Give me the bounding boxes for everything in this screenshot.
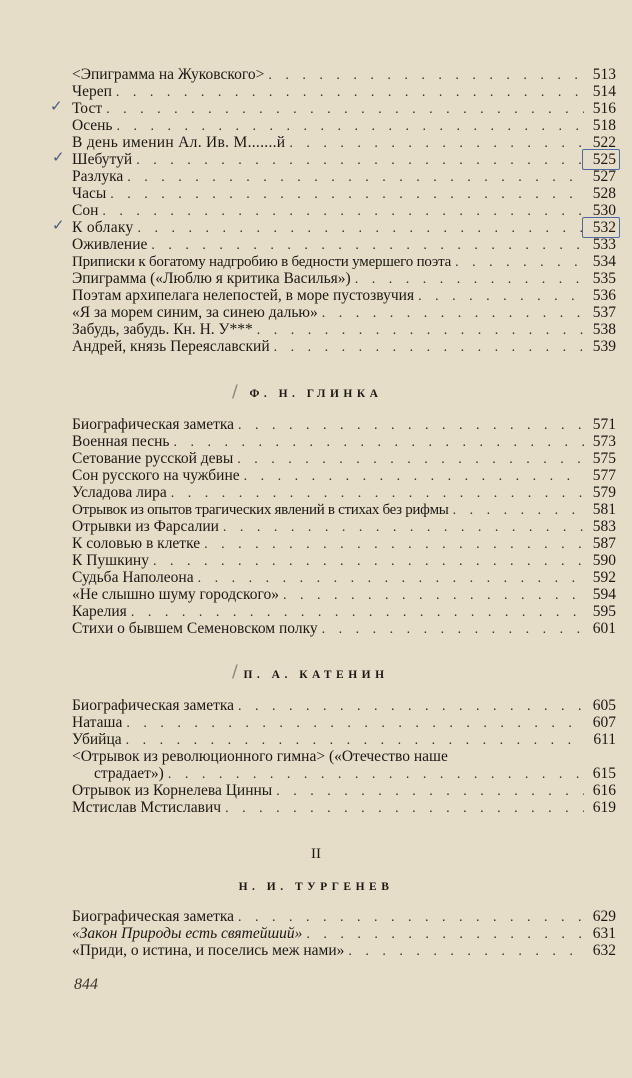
toc-row (72, 552, 616, 569)
toc-row (72, 83, 616, 100)
toc-title: Усладова лира (72, 484, 167, 501)
toc-title: «Не слышно шуму городского» (72, 586, 280, 603)
toc-title: Часы (72, 185, 107, 202)
checkmark-icon: ✓ (52, 216, 65, 234)
toc-row (72, 925, 616, 942)
toc-page-number: 530 (592, 202, 616, 219)
toc-title: Биографическая заметка (72, 416, 235, 433)
toc-title: Убийца (72, 731, 122, 748)
toc-title: Наташа (72, 714, 123, 731)
toc-row (72, 185, 616, 202)
toc-row (72, 134, 616, 151)
pencil-tick-icon: / (232, 662, 238, 682)
toc-title: Отрывок из опытов трагических явлений в стихах без рифмы (72, 502, 449, 518)
toc-title-continuation: страдает») (94, 765, 164, 782)
section-heading-katenin: П. А. КАТЕНИН (243, 669, 389, 681)
toc-title: Приписки к богатому надгробию в бедности умершего поэта (72, 254, 452, 270)
toc-row (72, 202, 616, 219)
toc-page-number: 581 (592, 501, 616, 518)
toc-title: Шебутуй (72, 151, 133, 168)
part-numeral: II (311, 846, 321, 862)
toc-page-number: 616 (592, 782, 616, 799)
toc-title: Эпиграмма («Люблю я критика Василья») (72, 270, 351, 287)
toc-title: Отрывки из Фарсалии (72, 518, 219, 535)
toc-title: Сетование русской девы (72, 450, 234, 467)
toc-row (72, 287, 616, 304)
toc-page-number: 536 (592, 287, 616, 304)
toc-title: Осень (72, 117, 113, 134)
toc-page-number: 594 (592, 586, 616, 603)
toc-title: К соловью в клетке (72, 535, 201, 552)
toc-row (72, 219, 616, 236)
toc-page-number: 571 (592, 416, 616, 433)
toc-row (72, 731, 616, 748)
toc-row (72, 321, 616, 338)
toc-page-number: 513 (592, 66, 616, 83)
toc-page-number: 516 (592, 100, 616, 117)
toc-row (72, 416, 616, 433)
toc-page-number: 611 (593, 731, 616, 748)
toc-page-number: 535 (592, 270, 616, 287)
page-circle-mark-icon (582, 149, 620, 170)
toc-row (72, 620, 616, 637)
toc-title: Биографическая заметка (72, 908, 235, 925)
toc-title: К Пушкину (72, 552, 149, 569)
toc-page-number: 619 (592, 799, 616, 816)
toc-row (72, 338, 616, 355)
toc-row (72, 782, 616, 799)
toc-page-number: 528 (592, 185, 616, 202)
toc-page-number: 590 (592, 552, 616, 569)
toc-title: <Эпиграмма на Жуковского> (72, 66, 265, 83)
toc-block-1 (72, 66, 616, 355)
toc-row (72, 253, 616, 270)
toc-page-number: 539 (592, 338, 616, 355)
toc-page-number: 607 (592, 714, 616, 731)
toc-page-number: 632 (592, 942, 616, 959)
checkmark-icon: ✓ (50, 97, 63, 115)
toc-row (72, 66, 616, 83)
toc-row (72, 270, 616, 287)
toc-page-number: 579 (592, 484, 616, 501)
toc-row (72, 450, 616, 467)
toc-row (72, 799, 616, 816)
toc-title: Забудь, забудь. Кн. Н. У*** (72, 321, 253, 338)
toc-page-number: 573 (592, 433, 616, 450)
toc-row (72, 100, 616, 117)
toc-title: Судьба Наполеона (72, 569, 194, 586)
page-circle-mark-icon (582, 217, 620, 238)
toc-block-3 (72, 697, 616, 816)
toc-title: Карелия (72, 603, 127, 620)
toc-title: Поэтам архипелага нелепостей, в море пустозвучия (72, 287, 415, 304)
toc-title: К облаку (72, 219, 134, 236)
toc-page-number: 522 (592, 134, 616, 151)
toc-title: Череп (72, 83, 112, 100)
section-heading-glinka: Ф. Н. ГЛИНКА (249, 388, 383, 400)
toc-page-number: 518 (592, 117, 616, 134)
toc-page-number: 534 (592, 253, 616, 270)
toc-row (72, 535, 616, 552)
toc-row (72, 603, 616, 620)
toc-page-number: 525 (592, 151, 616, 168)
toc-title: Мстислав Мстиславич (72, 799, 222, 816)
toc-title: Военная песнь (72, 433, 170, 450)
toc-row (72, 236, 616, 253)
toc-block-4 (72, 908, 616, 959)
toc-title: «Приди, о истина, и поселись меж нами» (72, 942, 345, 959)
toc-title: Разлука (72, 168, 124, 185)
toc-row (72, 117, 616, 134)
toc-page-number: 577 (592, 467, 616, 484)
toc-title: «Я за морем синим, за синею далью» (72, 304, 318, 321)
checkmark-icon: ✓ (52, 148, 65, 166)
toc-row (72, 586, 616, 603)
toc-row-multiline-first (72, 748, 616, 765)
toc-page-number: 595 (592, 603, 616, 620)
toc-title: Сон русского на чужбине (72, 467, 240, 484)
toc-page-number: 629 (592, 908, 616, 925)
toc-page-number: 538 (592, 321, 616, 338)
toc-row (72, 467, 616, 484)
toc-page-number: 533 (592, 236, 616, 253)
toc-page-number: 587 (592, 535, 616, 552)
toc-row (72, 168, 616, 185)
toc-title: «Закон Природы есть святейший» (72, 925, 303, 942)
toc-row (72, 484, 616, 501)
toc-page-number: 527 (592, 168, 616, 185)
toc-row (72, 569, 616, 586)
toc-title: Оживление (72, 236, 148, 253)
toc-page-number: 532 (592, 219, 616, 236)
toc-page-number: 514 (592, 83, 616, 100)
toc-title: Биографическая заметка (72, 697, 235, 714)
toc-page-number: 592 (592, 569, 616, 586)
toc-row (72, 304, 616, 321)
toc-row (72, 942, 616, 959)
toc-title: Отрывок из Корнелева Цинны (72, 782, 273, 799)
toc-block-2 (72, 416, 616, 637)
toc-title: Сон (72, 202, 99, 219)
toc-row (72, 697, 616, 714)
toc-row (72, 518, 616, 535)
toc-page-number: 615 (592, 765, 616, 782)
toc-page-number: 575 (592, 450, 616, 467)
page-folio: 844 (74, 976, 98, 993)
toc-page-number: 583 (592, 518, 616, 535)
toc-row (72, 714, 616, 731)
toc-page-number: 601 (592, 620, 616, 637)
toc-row-multiline-second (72, 765, 616, 782)
toc-page-number: 537 (592, 304, 616, 321)
toc-row (72, 908, 616, 925)
toc-row (72, 433, 616, 450)
toc-title: В день именин Ал. Ив. М.......й (72, 134, 286, 151)
section-heading-turgenev: Н. И. ТУРГЕНЕВ (238, 881, 394, 893)
toc-page-number: 631 (592, 925, 616, 942)
toc-row (72, 151, 616, 168)
toc-title: Стихи о бывшем Семеновском полку (72, 620, 318, 637)
toc-title: Андрей, князь Переяславский (72, 338, 270, 355)
toc-row (72, 501, 616, 518)
pencil-tick-icon: / (232, 382, 238, 402)
toc-title: Тост (72, 100, 103, 117)
toc-title: <Отрывок из революционного гимна> («Отечество наше (72, 748, 448, 765)
toc-page-number: 605 (592, 697, 616, 714)
